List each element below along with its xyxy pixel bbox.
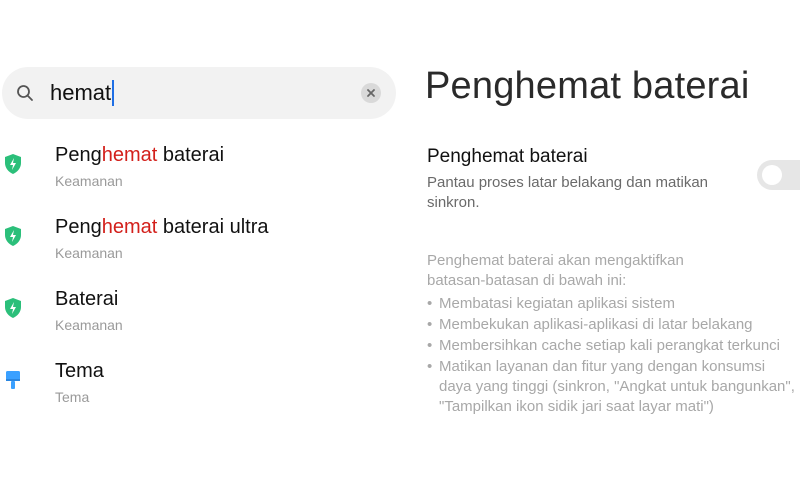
- search-result-tema[interactable]: [0, 359, 400, 421]
- result-category: Tema: [55, 389, 90, 405]
- battery-saver-toggle[interactable]: [757, 160, 800, 190]
- restrictions-list: [427, 294, 800, 418]
- result-category: Keamanan: [55, 245, 123, 261]
- shield-icon: [3, 297, 23, 319]
- list-item: • Matikan layanan dan fitur yang dengan konsumsi daya yang tinggi (sinkron, "Angkat untuk bangunkan", "Tampilkan ikon sidik jari saat layar mati"): [427, 358, 795, 415]
- shield-icon: [3, 225, 23, 247]
- result-title: Penghemat baterai: [55, 144, 225, 166]
- search-input-text: hemat: [50, 80, 112, 105]
- info-intro: Penghemat baterai akan mengaktifkan batasan-batasan di bawah ini:: [427, 252, 684, 289]
- list-item: • Membersihkan cache setiap kali perangkat terkunci: [427, 337, 781, 354]
- result-title: Tema: [55, 360, 104, 382]
- search-result-penghemat-baterai[interactable]: [0, 143, 400, 205]
- close-icon: [366, 88, 376, 98]
- clear-search-button[interactable]: [361, 83, 381, 103]
- search-result-penghemat-baterai-ultra[interactable]: [0, 215, 400, 277]
- toggle-knob: [762, 165, 782, 185]
- list-item: • Membatasi kegiatan aplikasi sistem: [427, 295, 675, 312]
- search-bar[interactable]: [2, 67, 396, 119]
- result-category: Keamanan: [55, 173, 123, 189]
- paintbrush-icon: [3, 369, 23, 391]
- result-category: Keamanan: [55, 317, 123, 333]
- shield-icon: [3, 153, 23, 175]
- setting-description: Pantau proses latar belakang dan matikan sinkron.: [427, 174, 709, 211]
- result-title: Baterai: [55, 288, 119, 310]
- result-title: Penghemat baterai ultra: [55, 216, 269, 238]
- list-item: • Membekukan aplikasi-aplikasi di latar belakang: [427, 316, 753, 333]
- setting-title: Penghemat baterai: [427, 146, 588, 167]
- page-title: Penghemat baterai: [425, 65, 750, 107]
- search-result-baterai[interactable]: [0, 287, 400, 349]
- search-input[interactable]: [50, 79, 350, 107]
- text-caret: [112, 80, 114, 106]
- search-icon: [16, 84, 34, 102]
